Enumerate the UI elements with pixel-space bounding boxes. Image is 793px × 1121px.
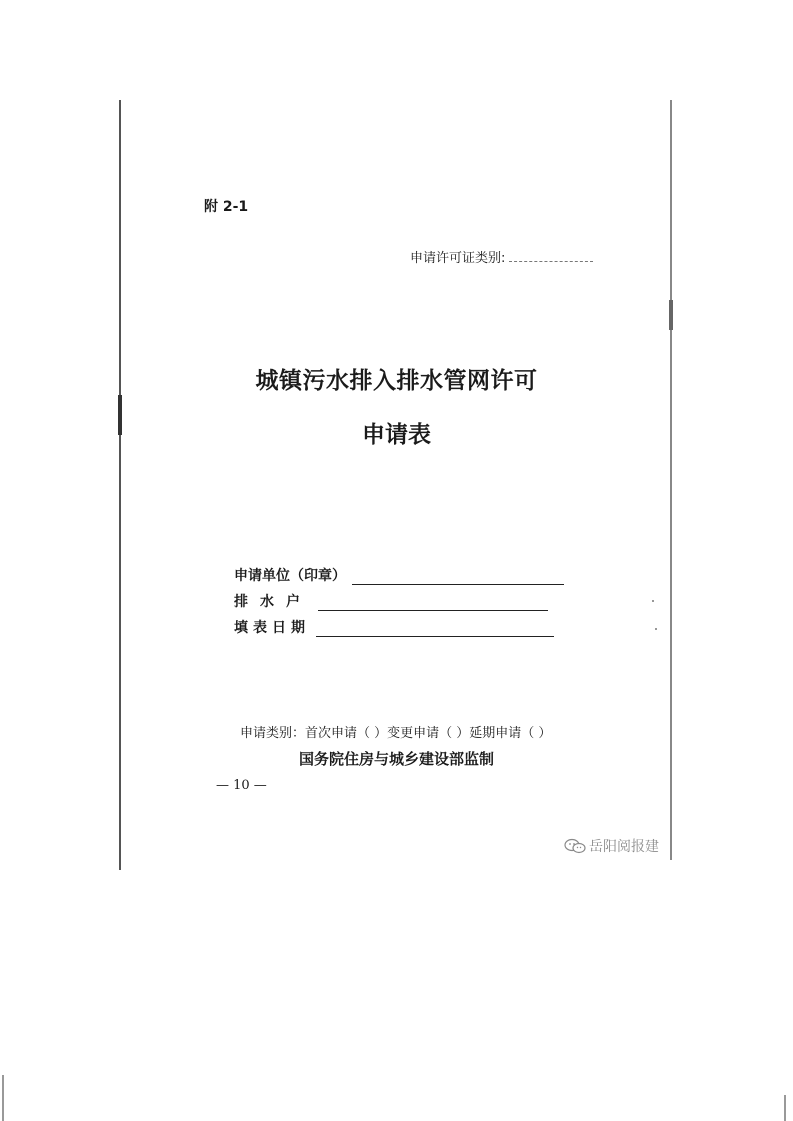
scan-far-left-edge — [2, 1075, 4, 1121]
applicant-label: 申请单位（印章） — [234, 568, 346, 584]
watermark — [564, 836, 659, 856]
permit-type-line — [410, 247, 593, 266]
discharger-field — [234, 591, 548, 611]
discharger-blank[interactable] — [318, 596, 548, 611]
applicant-blank[interactable] — [352, 570, 564, 585]
scan-speck — [655, 628, 657, 630]
permit-type-label: 申请许可证类别: — [410, 251, 506, 266]
wechat-icon — [564, 838, 586, 854]
watermark-text: 岳阳阅报建 — [589, 839, 659, 855]
applicant-field — [234, 565, 564, 585]
scan-right-edge — [670, 100, 672, 860]
permit-type-blank[interactable] — [509, 249, 593, 262]
fill-date-label: 填表日期 — [234, 620, 310, 636]
application-types: 申请类别：首次申请（ ）变更申请（ ）延期申请（ ） — [240, 726, 552, 741]
page-title: 城镇污水排入排水管网许可 — [255, 367, 538, 394]
scan-speck — [652, 600, 654, 602]
scan-right-edge-mark — [669, 300, 673, 330]
scan-far-right-edge — [784, 1095, 786, 1121]
issuer-line: 国务院住房与城乡建设部监制 — [299, 750, 495, 768]
page-number: — 10 — — [216, 778, 267, 793]
scan-left-edge — [119, 100, 121, 870]
page-subtitle: 申请表 — [362, 421, 431, 448]
discharger-label: 排水户 — [234, 594, 312, 610]
fill-date-field — [234, 617, 554, 637]
attachment-label: 附 2-1 — [204, 199, 249, 215]
fill-date-blank[interactable] — [316, 622, 554, 637]
